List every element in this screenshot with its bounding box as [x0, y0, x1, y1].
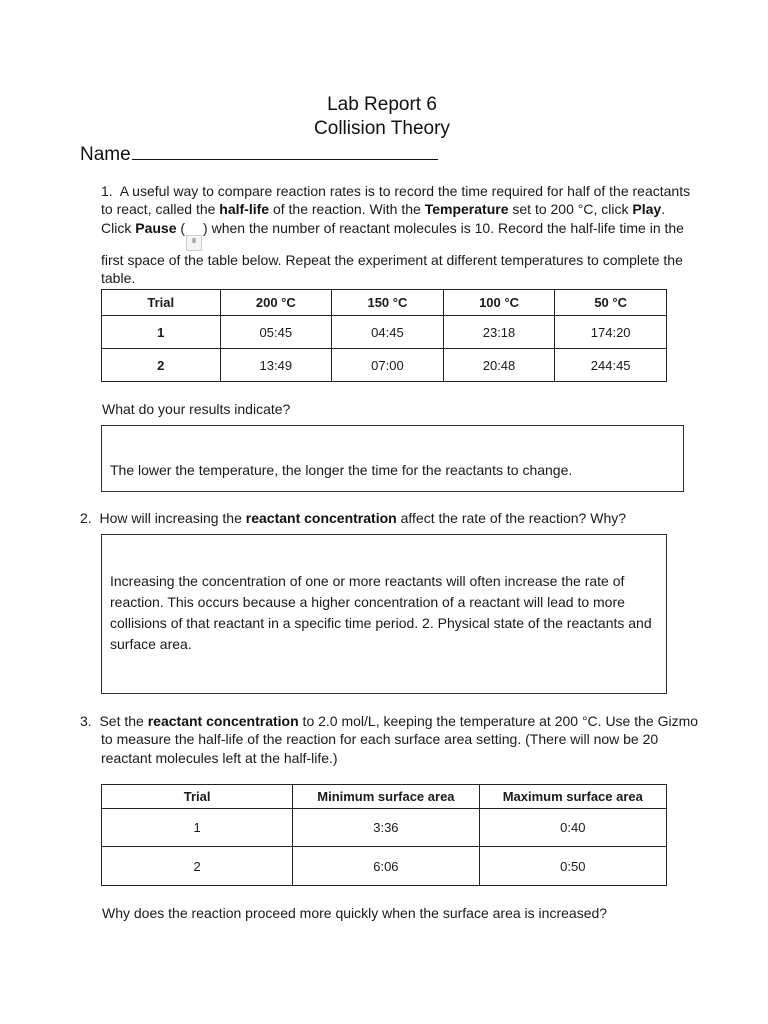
question-3-text: to 2.0 mol/L, keeping the temperature at 200 °C. Use the Gizmo to measure the half-life of the reaction for each surface area setting. (There will now be 20 reactant molecules left at the half-life.) — [101, 713, 699, 766]
pause-icon: II — [186, 235, 202, 251]
table-cell: 23:18 — [443, 316, 555, 349]
question-1-text: A useful way to compare reaction rates is to record the time required for half of the reactants to react, called the — [101, 183, 691, 218]
surface-area-table — [101, 784, 667, 886]
table-cell: 3:36 — [293, 809, 479, 847]
table-cell: 6:06 — [293, 847, 479, 886]
table-cell: 20:48 — [443, 349, 555, 382]
term-half-life: half-life — [219, 201, 270, 218]
table-cell: 1 — [102, 316, 221, 349]
column-header: 200 °C — [220, 290, 332, 316]
question-2-number: 2. — [80, 510, 92, 526]
question-1-text: ) when the number of reactant molecules is 10. Record the half-life time in the first space of the table below. Repeat the experiment at different temperatures to complete the table. — [101, 219, 684, 287]
term-reactant-concentration: reactant concentration — [245, 510, 397, 526]
term-play: Play — [632, 201, 662, 218]
table-header-row — [102, 290, 667, 316]
question-3 — [80, 712, 701, 767]
temperature-table — [101, 289, 667, 382]
question-3-text: Set the — [99, 713, 148, 729]
table-cell: 04:45 — [332, 316, 444, 349]
answer-box-1[interactable] — [101, 425, 684, 492]
column-header: Maximum surface area — [479, 785, 666, 809]
table-header-row — [102, 785, 667, 809]
table-cell: 1 — [102, 809, 293, 847]
question-1-followup: What do your results indicate? — [102, 401, 291, 417]
term-pause: Pause — [135, 219, 177, 236]
table-cell: 0:50 — [479, 847, 666, 886]
table-row — [102, 809, 667, 847]
question-1-number: 1. — [101, 183, 113, 199]
question-3-followup: Why does the reaction proceed more quickly when the surface area is increased? — [102, 905, 608, 921]
table-cell: 0:40 — [479, 809, 666, 847]
term-reactant-concentration: reactant concentration — [147, 713, 299, 729]
question-1-text: of the reaction. With the — [269, 201, 425, 218]
column-header: Trial — [102, 290, 221, 316]
answer-1-text: The lower the temperature, the longer the time for the reactants to change. — [110, 462, 573, 478]
table-cell: 244:45 — [555, 349, 667, 382]
column-header: Minimum surface area — [293, 785, 479, 809]
table-cell: 07:00 — [332, 349, 444, 382]
question-1-text: ( — [176, 219, 186, 236]
name-blank-line — [132, 141, 438, 160]
table-row — [102, 847, 667, 886]
report-subtitle: Collision Theory — [314, 118, 450, 139]
answer-2-text: Increasing the concentration of one or more reactants will often increase the rate of reaction. This occurs because a higher concentration of a reactant will lead to more collisions of that reactant in a specific time period. 2. Physical state of the reactants and surface area. — [110, 573, 652, 652]
question-2-text: How will increasing the — [99, 510, 246, 526]
question-1 — [101, 182, 691, 288]
table-row — [102, 349, 667, 382]
report-title: Lab Report 6 — [327, 94, 437, 115]
column-header: 100 °C — [443, 290, 555, 316]
answer-box-2[interactable] — [101, 534, 667, 694]
column-header: Trial — [102, 785, 293, 809]
question-2-text: affect the rate of the reaction? Why? — [396, 510, 627, 526]
table-cell: 174:20 — [555, 316, 667, 349]
column-header: 150 °C — [332, 290, 444, 316]
table-cell: 13:49 — [220, 349, 332, 382]
table-cell: 05:45 — [220, 316, 332, 349]
table-cell: 2 — [102, 349, 221, 382]
table-cell: 2 — [102, 847, 293, 886]
question-2 — [80, 509, 680, 527]
question-1-text: set to 200 °C, click — [508, 201, 633, 218]
question-3-number: 3. — [80, 713, 92, 729]
term-temperature: Temperature — [424, 201, 509, 218]
table-row — [102, 316, 667, 349]
column-header: 50 °C — [555, 290, 667, 316]
question-1-text: . Click — [101, 201, 666, 236]
name-field — [80, 141, 438, 166]
name-label: Name — [80, 144, 131, 165]
